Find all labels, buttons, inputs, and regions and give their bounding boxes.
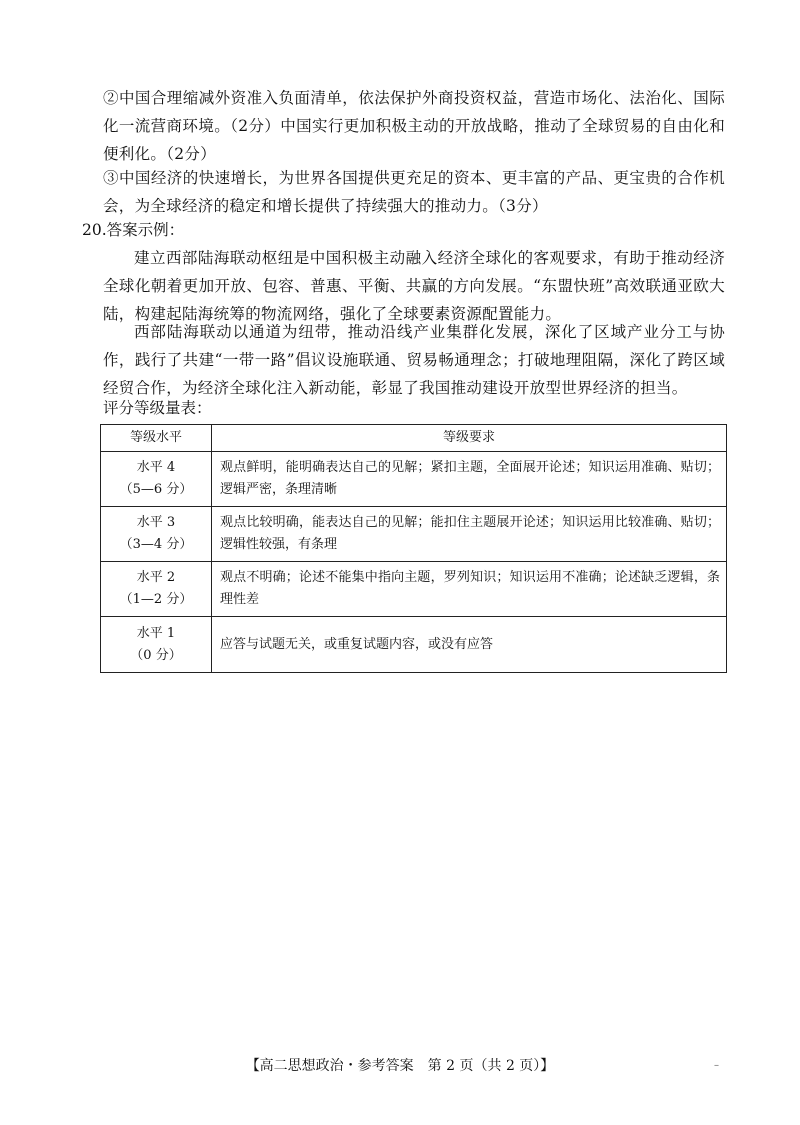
requirement-cell: 应答与试题无关，或重复试题内容，或没有应答 (212, 617, 727, 673)
table-row (101, 452, 727, 507)
scoring-table (100, 424, 727, 673)
level-name: 水平 3 (136, 515, 176, 530)
level-name: 水平 4 (136, 460, 176, 475)
level-name: 水平 1 (136, 625, 176, 641)
level-score: （5—6 分） (119, 482, 193, 497)
requirement-cell: 观点不明确；论述不能集中指向主题，罗列知识；知识运用不准确；论述缺乏逻辑，条理性差 (212, 562, 727, 617)
level-cell (101, 507, 212, 562)
level-cell (101, 617, 212, 673)
requirement-cell: 观点比较明确，能表达自己的见解；能扣住主题展开论述；知识运用比较准确、贴切；逻辑性较强，有条理 (212, 507, 727, 562)
table-header-requirement: 等级要求 (212, 425, 727, 452)
table-row (101, 562, 727, 617)
table-header-row (101, 425, 727, 452)
scoring-table-title: 评分等级量表： (103, 399, 212, 417)
corner-mark: – (714, 1060, 719, 1071)
q20-paragraph-1: 建立西部陆海联动枢纽是中国积极主动融入经济全球化的客观要求，有助于推动经济全球化朝着更加开放、包容、普惠、平衡、共赢的方向发展。“东盟快班”高效联通亚欧大陆，构建起陆海统筹的物流网络，强化了全球要素资源配置能力。 (103, 249, 725, 323)
level-score: （0 分） (130, 647, 182, 663)
question-20-heading: 20.答案示例： (82, 221, 185, 239)
level-score: （3—4 分） (119, 537, 193, 552)
page-footer: 【高二思想政治・参考答案 第 2 页（共 2 页）】 (245, 1058, 555, 1074)
level-cell (101, 562, 212, 617)
level-name: 水平 2 (136, 570, 176, 585)
level-score: （1—2 分） (119, 592, 193, 607)
q20-paragraph-2: 西部陆海联动以通道为纽带，推动沿线产业集群化发展，深化了区域产业分工与协作，践行了共建“一带一路”倡议设施联通、贸易畅通理念；打破地理阻隔，深化了跨区域经贸合作，为经济全球化注入新动能，彰显了我国推动建设开放型世界经济的担当。 (103, 323, 725, 397)
table-header-level: 等级水平 (101, 425, 212, 452)
requirement-cell: 观点鲜明，能明确表达自己的见解；紧扣主题，全面展开论述；知识运用准确、贴切；逻辑严密，条理清晰 (212, 452, 727, 507)
table-row (101, 507, 727, 562)
answer-point-2: ②中国合理缩减外资准入负面清单，依法保护外商投资权益，营造市场化、法治化、国际化一流营商环境。（2分）中国实行更加积极主动的开放战略，推动了全球贸易的自由化和便利化。（2分） (103, 89, 725, 163)
level-cell (101, 452, 212, 507)
table-row (101, 617, 727, 673)
answer-point-3: ③中国经济的快速增长，为世界各国提供更充足的资本、更丰富的产品、更宝贵的合作机会，为全球经济的稳定和增长提供了持续强大的推动力。（3分） (103, 169, 725, 215)
